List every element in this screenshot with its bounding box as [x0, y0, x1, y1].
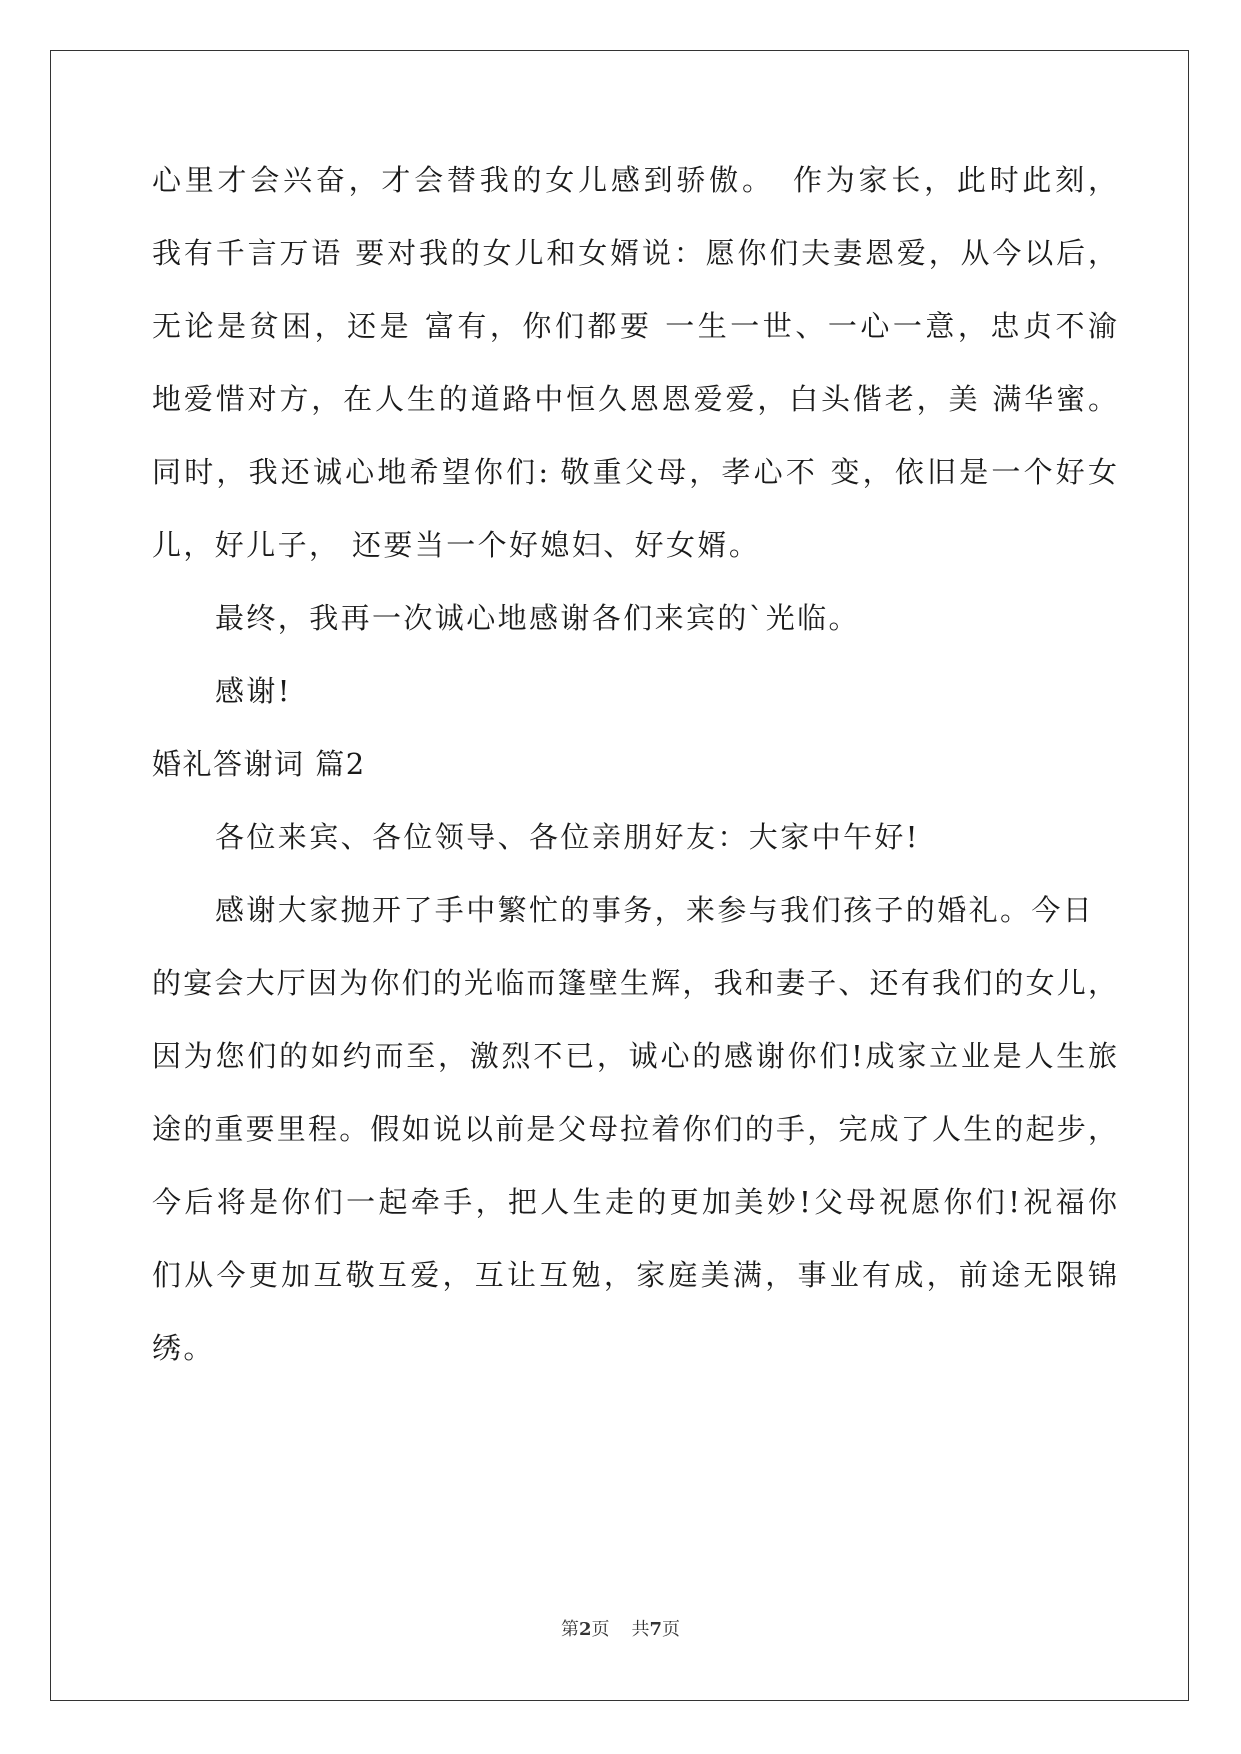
paragraph-line: 最终，我再一次诚心地感谢各们来宾的`光临。: [215, 601, 860, 635]
total-prefix: 共: [631, 1619, 650, 1640]
paragraph-line: 感谢大家抛开了手中繁忙的事务，来参与我们孩子的婚礼。今日: [215, 893, 1095, 927]
page-suffix: 页: [591, 1619, 610, 1640]
page-frame: [50, 50, 1189, 1701]
total-suffix: 页: [662, 1619, 681, 1640]
page-footer: [0, 1618, 1241, 1642]
section-heading: 婚礼答谢词 篇2: [152, 747, 366, 781]
paragraph-line: 今后将是你们一起牵手，把人生走的更加美妙!父母祝愿你们!祝福你: [152, 1185, 1117, 1219]
paragraph-line: 同时，我还诚心地希望你们: 敬重父母，孝心不 变，依旧是一个好女: [152, 455, 1117, 489]
paragraph-line: 途的重要里程。假如说以前是父母拉着你们的手，完成了人生的起步，: [152, 1112, 1117, 1146]
paragraph-line: 的宴会大厅因为你们的光临而篷壁生辉，我和妻子、还有我们的女儿，: [152, 966, 1117, 1000]
paragraph-line: 儿，好儿子， 还要当一个好媳妇、好女婿。: [152, 528, 761, 562]
page-current: 2: [578, 1619, 592, 1640]
paragraph-line: 绣。: [152, 1331, 215, 1365]
paragraph-line: 们从今更加互敬互爱，互让互勉，家庭美满，事业有成，前途无限锦: [152, 1258, 1117, 1292]
paragraph-line: 感谢!: [215, 674, 292, 708]
paragraph-line: 我有千言万语 要对我的女儿和女婿说：愿你们夫妻恩爱，从今以后，: [152, 236, 1117, 270]
paragraph-line: 无论是贫困，还是 富有，你们都要 一生一世、一心一意，忠贞不渝: [152, 309, 1117, 343]
paragraph-line: 因为您们的如约而至，激烈不已，诚心的感谢你们!成家立业是人生旅: [152, 1039, 1117, 1073]
paragraph-line: 各位来宾、各位领导、各位亲朋好友：大家中午好!: [215, 820, 920, 854]
paragraph-line: 地爱惜对方，在人生的道路中恒久恩恩爱爱，白头偕老，美 满华蜜。: [152, 382, 1117, 416]
page-total: 7: [649, 1619, 663, 1640]
page-prefix: 第: [560, 1619, 579, 1640]
paragraph-line: 心里才会兴奋，才会替我的女儿感到骄傲。 作为家长，此时此刻，: [152, 163, 1117, 197]
